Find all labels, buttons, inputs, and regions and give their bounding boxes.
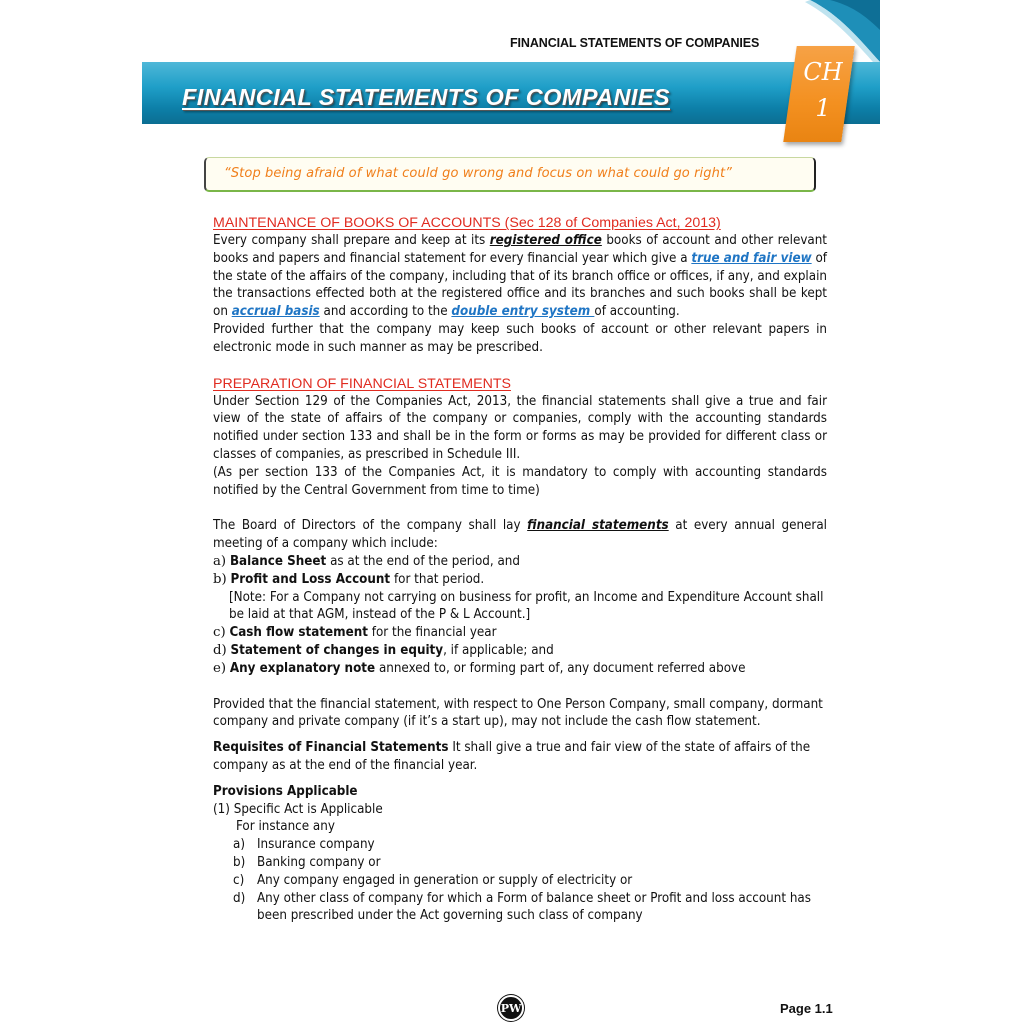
text: Every company shall prepare and keep at its (213, 233, 490, 248)
text: at every annual general meeting of a company which include: (213, 518, 827, 552)
note-income-expenditure: [Note: For a Company not carrying on business for profit, an Income and Expenditure Account shall be laid at that AGM, instead of the P & L Account.] (229, 589, 824, 623)
chapter-number (800, 54, 846, 126)
link-double-entry-system[interactable]: double entry system (451, 304, 595, 320)
item-text: Any company engaged in generation or supply of electricity or (257, 872, 633, 888)
item-label: b) (213, 571, 227, 587)
link-accrual-basis[interactable]: accrual basis (231, 304, 320, 320)
term-financial-statements: financial statements (527, 518, 669, 534)
paragraph-section-133: (As per section 133 of the Companies Act, it is mandatory to comply with accounting standards notified by the Central Government from time to time) (213, 464, 827, 498)
list-item-explanatory-note (213, 660, 827, 678)
item-text: Banking company or (257, 854, 381, 870)
text: of the state of the affairs of the company, including that of its branch office or offices, if any, and explain the transactions effected both at the registered office and its branches and such books shall be kept on (213, 250, 827, 320)
item-label: c) (213, 625, 226, 641)
quote-box (204, 157, 816, 192)
running-header: FINANCIAL STATEMENTS OF COMPANIES (510, 36, 760, 50)
link-true-and-fair-view[interactable]: true and fair view (691, 250, 812, 266)
provisions-item-banking (233, 854, 827, 872)
spacer (213, 731, 827, 739)
item-text: for that period. (390, 571, 485, 587)
item-label: c) (233, 872, 245, 888)
item-label: a) (233, 837, 245, 853)
item-bold: Cash flow statement (229, 625, 368, 641)
item-bold: Profit and Loss Account (230, 571, 391, 587)
item-label: d) (233, 890, 246, 906)
motivational-quote: “Stop being afraid of what could go wrong and focus on what could go right” (224, 166, 732, 181)
chapter-banner (142, 62, 880, 124)
paragraph-opc-exemption: Provided that the financial statement, with respect to One Person Company, small company, dormant company and private company (if it’s a start up), may not include the cash flow statement. (213, 696, 823, 730)
term-registered-office: registered office (489, 233, 602, 248)
text: of accounting. (594, 304, 680, 320)
provisions-for-instance: For instance any (236, 819, 335, 835)
item-text: for the financial year (367, 625, 497, 641)
chapter-number-value: 1 (815, 94, 831, 122)
provisions-heading: Provisions Applicable (213, 783, 358, 799)
paragraph-board (213, 517, 827, 553)
provisions-list (213, 836, 827, 925)
item-text: Insurance company (257, 837, 375, 853)
provisions-specific-act: (1) Specific Act is Applicable (213, 801, 383, 817)
item-bold: Balance Sheet (229, 553, 327, 569)
spacer (213, 499, 827, 517)
spacer (213, 775, 827, 783)
text: and according to the (319, 304, 452, 320)
chapter-title: FINANCIAL STATEMENTS OF COMPANIES (182, 84, 670, 110)
paragraph-section-129: Under Section 129 of the Companies Act, 2013, the financial statements shall give a true and fair view of the state of affairs of the company or companies, comply with the accounting standards notified under section 133 and shall be in the form or forms as may be provided for different class or classes of companies, as prescribed in Schedule III. (213, 393, 827, 462)
spacer (213, 678, 827, 696)
text: books of account and other relevant books and papers and financial statement for every financial year which give a (213, 233, 827, 266)
item-bold: Statement of changes in equity (230, 642, 444, 658)
item-bold: Any explanatory note (229, 660, 376, 676)
item-text: Any other class of company for which a Form of balance sheet or Profit and loss account has been prescribed under the Act governing such class of company (257, 890, 811, 924)
item-label: d) (213, 642, 227, 658)
paragraph-electronic-mode: Provided further that the company may keep such books of account or other relevant papers in electronic mode in such manner as may be prescribed. (213, 321, 827, 355)
page-number: Page 1.1 (780, 1001, 833, 1016)
item-label: a) (213, 553, 227, 569)
paragraph-requisites (213, 739, 827, 775)
pw-logo-icon: PW (498, 995, 524, 1021)
list-item-changes-in-equity (213, 642, 827, 660)
list-item-profit-loss (213, 571, 827, 589)
spacer (213, 357, 827, 375)
list-item-cash-flow (213, 624, 827, 642)
provisions-item-electricity (233, 872, 827, 890)
paragraph-maintenance (213, 232, 827, 321)
chapter-label: CH (803, 58, 843, 86)
provisions-item-other-class (233, 890, 827, 926)
provisions-item-insurance (233, 836, 827, 854)
section-heading-maintenance: MAINTENANCE OF BOOKS OF ACCOUNTS (Sec 128 of Companies Act, 2013) (213, 215, 721, 231)
requisites-label: Requisites of Financial Statements (213, 740, 449, 756)
item-text: , if applicable; and (443, 642, 554, 658)
list-item-balance-sheet (213, 553, 827, 571)
page-content (213, 214, 827, 925)
item-label: b) (233, 854, 246, 870)
text: It shall give a true and fair view of the state of affairs of the company as at the end of the financial year. (213, 740, 811, 773)
item-text: annexed to, or forming part of, any document referred above (375, 660, 746, 676)
section-heading-preparation: PREPARATION OF FINANCIAL STATEMENTS (213, 375, 511, 392)
item-label: e) (213, 660, 227, 676)
text: The Board of Directors of the company shall lay (213, 518, 528, 534)
item-text: as at the end of the period, and (326, 553, 520, 569)
